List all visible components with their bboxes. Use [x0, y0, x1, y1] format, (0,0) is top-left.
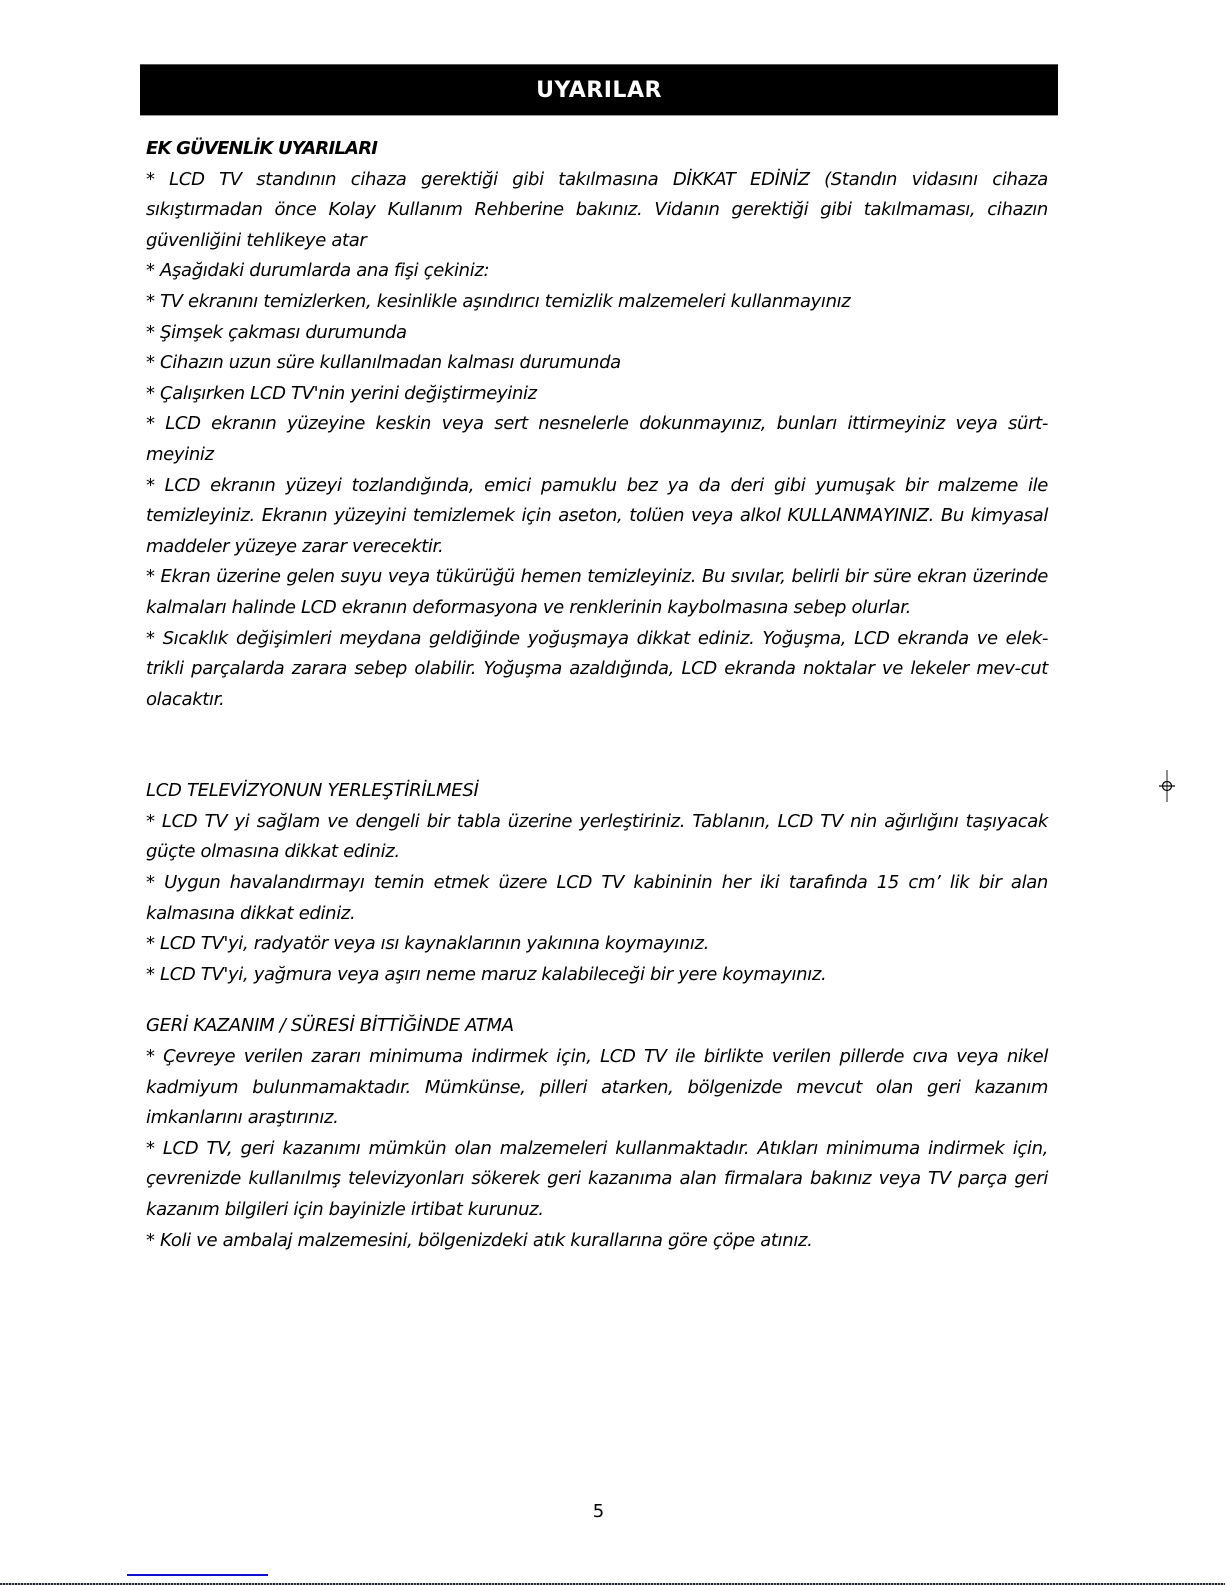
paragraph: * Aşağıdaki durumlarda ana fişi çekiniz:	[146, 260, 490, 282]
spacer	[146, 990, 1048, 1011]
paragraph: * Şimşek çakması durumunda	[146, 321, 407, 343]
paragraph: * Çevreye verilen zararı minimuma indirmek için, LCD TV ile birlikte verilen pillerde cıva veya nikel kadmiyum bulunmamaktadır. Mümkünse, pilleri atarken, bölgenizde mevcut olan geri kazanım imkanlarını araştırınız.	[146, 1046, 1048, 1129]
section-additional-safety-warnings	[146, 134, 1048, 715]
paragraph: * Çalışırken LCD TV'nin yerini değiştirmeyiniz	[146, 382, 537, 404]
page-title: UYARILAR	[536, 77, 662, 103]
section-tv-placement	[146, 776, 1048, 990]
section-recycling-disposal	[146, 1011, 1048, 1256]
paragraph: * LCD TV'yi, radyatör veya ısı kaynaklarının yakınına koymayınız.	[146, 933, 709, 955]
page-header-bar	[140, 64, 1058, 116]
paragraph: * Ekran üzerine gelen suyu veya tükürüğü hemen temizleyiniz. Bu sıvılar, belirli bir süre ekran üzerinde kalmaları halinde LCD ekranın deformasyona ve renklerinin kaybolmasına sebep olurlar.	[146, 566, 1048, 618]
paragraph: * Uygun havalandırmayı temin etmek üzere LCD TV kabininin her iki tarafında 15 cm’ lik bir alan kalmasına dikkat ediniz.	[146, 872, 1048, 924]
paragraph: * LCD ekranın yüzeyine keskin veya sert nesnelerle dokunmayınız, bunları ittirmeyiniz veya sürt-meyiniz	[146, 413, 1048, 465]
paragraph: * LCD ekranın yüzeyi tozlandığında, emici pamuklu bez ya da deri gibi yumuşak bir malzeme ile temizleyiniz. Ekranın yüzeyini temizlemek için aseton, tolüen veya alkol KULLANMAYINIZ. Bu kimyasal maddeler yüzeye zarar verecektir.	[146, 474, 1048, 557]
paragraph: * Koli ve ambalaj malzemesini, bölgenizdeki atık kurallarına göre çöpe atınız.	[146, 1229, 813, 1251]
paragraph: * Sıcaklık değişimleri meydana geldiğinde yoğuşmaya dikkat ediniz. Yoğuşma, LCD ekranda ve elek-trikli parçalarda zarara sebep olabilir. Yoğuşma azaldığında, LCD ekranda noktalar ve lekeler mev-cut olacaktır.	[146, 627, 1048, 710]
section-title: EK GÜVENLİK UYARILARI	[146, 138, 378, 159]
footer-blue-rule	[127, 1574, 268, 1576]
section-title: GERİ KAZANIM / SÜRESİ BİTTİĞİNDE ATMA	[146, 1015, 514, 1037]
section-title: LCD TELEVİZYONUN YERLEŞTİRİLMESİ	[146, 780, 479, 802]
paragraph: * LCD TV, geri kazanımı mümkün olan malzemeleri kullanmaktadır. Atıkları minimuma indirmek için, çevrenizde kullanılmış televizyonları sökerek geri kazanıma alan firmalara bakınız veya TV parça geri kazanım bilgileri için bayinizle irtibat kurunuz.	[146, 1137, 1048, 1220]
paragraph: * TV ekranını temizlerken, kesinlikle aşındırıcı temizlik malzemeleri kullanmayınız	[146, 290, 851, 312]
spacer	[146, 715, 1048, 776]
paragraph: * LCD TV'yi, yağmura veya aşırı neme maruz kalabileceği bir yere koymayınız.	[146, 963, 827, 985]
paragraph: * LCD TV yi sağlam ve dengeli bir tabla üzerine yerleştiriniz. Tablanın, LCD TV nin ağırlığını taşıyacak güçte olmasına dikkat ediniz.	[146, 810, 1048, 863]
document-body	[146, 134, 1048, 1256]
paragraph: * Cihazın uzun süre kullanılmadan kalması durumunda	[146, 352, 621, 374]
registration-crosshair-icon	[1157, 770, 1177, 802]
paragraph: * LCD TV standının cihaza gerektiği gibi takılmasına DİKKAT EDİNİZ (Standın vidasını cihaza sıkıştırmadan önce Kolay Kullanım Rehberine bakınız. Vidanın gerektiği gibi takılmaması, cihazın güvenliğini tehlikeye atar	[146, 168, 1048, 251]
page-number: 5	[592, 1501, 605, 1522]
